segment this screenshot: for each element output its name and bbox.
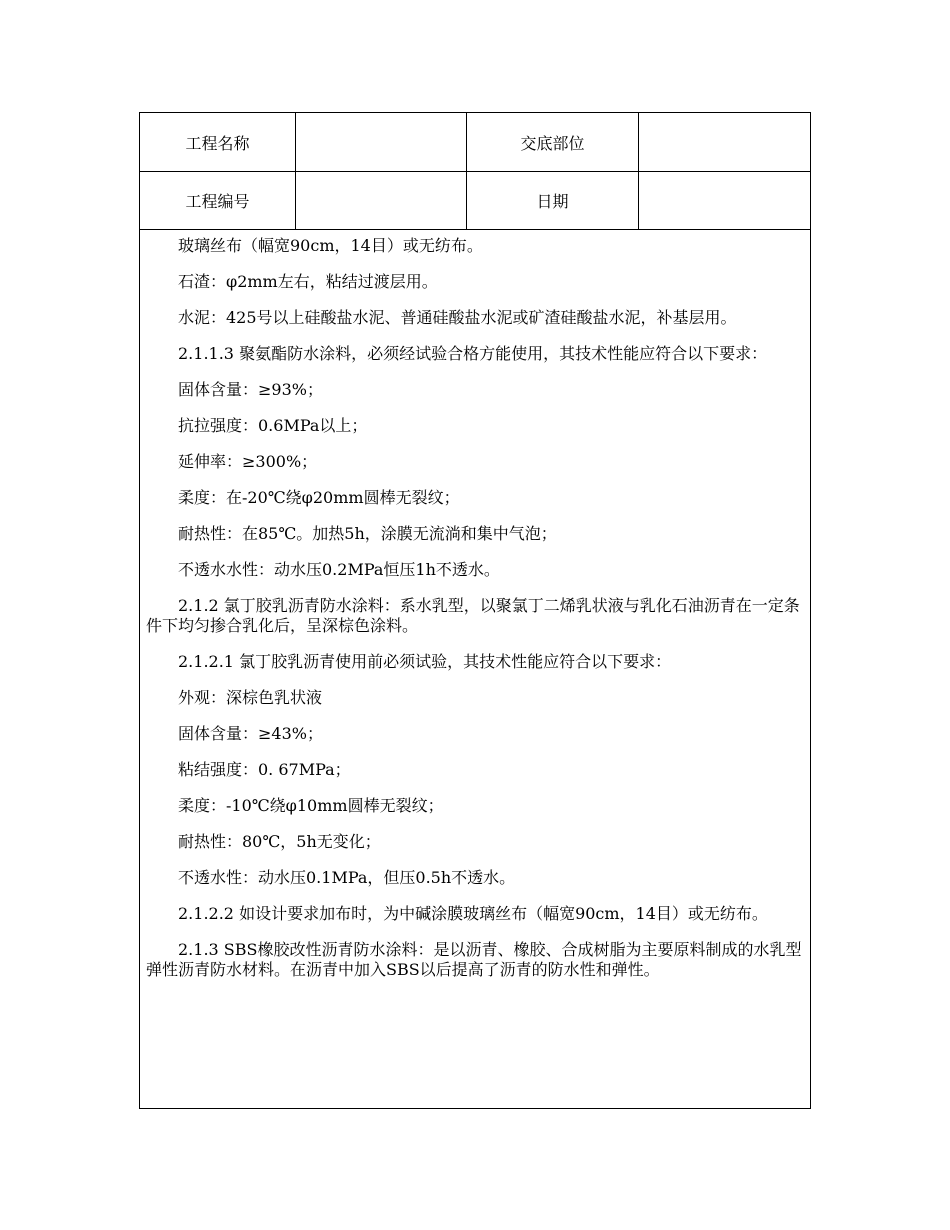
project-name-label: 工程名称 (140, 113, 296, 171)
content-body (140, 230, 810, 1108)
paragraph: 耐热性：在85℃。加热5h，涂膜无流淌和集中气泡； (178, 524, 557, 543)
paragraph: 延伸率：≥300%； (178, 452, 318, 471)
paragraph: 水泥：425号以上硅酸盐水泥、普通硅酸盐水泥或矿渣硅酸盐水泥，补基层用。 (178, 308, 737, 327)
date-label: 日期 (467, 171, 639, 229)
paragraph: 外观：深棕色乳状液 (178, 688, 323, 707)
paragraph: 石渣：φ2mm左右，粘结过渡层用。 (178, 272, 438, 291)
disclosure-form (139, 112, 811, 1109)
paragraph: 2.1.3 SBS橡胶改性沥青防水涂料：是以沥青、橡胶、合成树脂为主要原料制成的水乳型弹性沥青防水材料。在沥青中加入SBS以后提高了沥青的防水性和弹性。 (146, 940, 802, 979)
date-value (639, 171, 810, 229)
paragraph: 固体含量：≥93%； (178, 380, 323, 399)
paragraph: 抗拉强度：0.6MPa以上； (178, 416, 368, 435)
paragraph: 2.1.2.2 如设计要求加布时，为中碱涂膜玻璃丝布（幅宽90cm，14目）或无纺布。 (178, 904, 768, 923)
project-name-value (296, 113, 467, 171)
paragraph: 不透水性：动水压0.1MPa，但压0.5h不透水。 (178, 868, 516, 887)
project-no-label: 工程编号 (140, 171, 296, 229)
paragraph: 固体含量：≥43%； (178, 724, 323, 743)
paragraph: 2.1.2 氯丁胶乳沥青防水涂料：系水乳型，以聚氯丁二烯乳状液与乳化石油沥青在一定条件下均匀掺合乳化后，呈深棕色涂料。 (146, 596, 800, 635)
paragraph: 耐热性：80℃，5h无变化； (178, 832, 381, 851)
paragraph: 2.1.1.3 聚氨酯防水涂料，必须经试验合格方能使用，其技术性能应符合以下要求： (178, 344, 768, 363)
header-row-2 (140, 171, 810, 230)
paragraph: 柔度：-10℃绕φ10mm圆棒无裂纹； (178, 796, 444, 815)
paragraph: 粘结强度：0. 67MPa； (178, 760, 351, 779)
paragraph: 玻璃丝布（幅宽90cm，14目）或无纺布。 (178, 236, 483, 255)
paragraph: 柔度：在-20℃绕φ20mm圆棒无裂纹； (178, 488, 460, 507)
part-label: 交底部位 (467, 113, 639, 171)
header-row-1 (140, 113, 810, 172)
project-no-value (296, 171, 467, 229)
paragraph: 2.1.2.1 氯丁胶乳沥青使用前必须试验，其技术性能应符合以下要求： (178, 652, 672, 671)
paragraph: 不透水水性：动水压0.2MPa恒压1h不透水。 (178, 560, 500, 579)
part-value (639, 113, 810, 171)
